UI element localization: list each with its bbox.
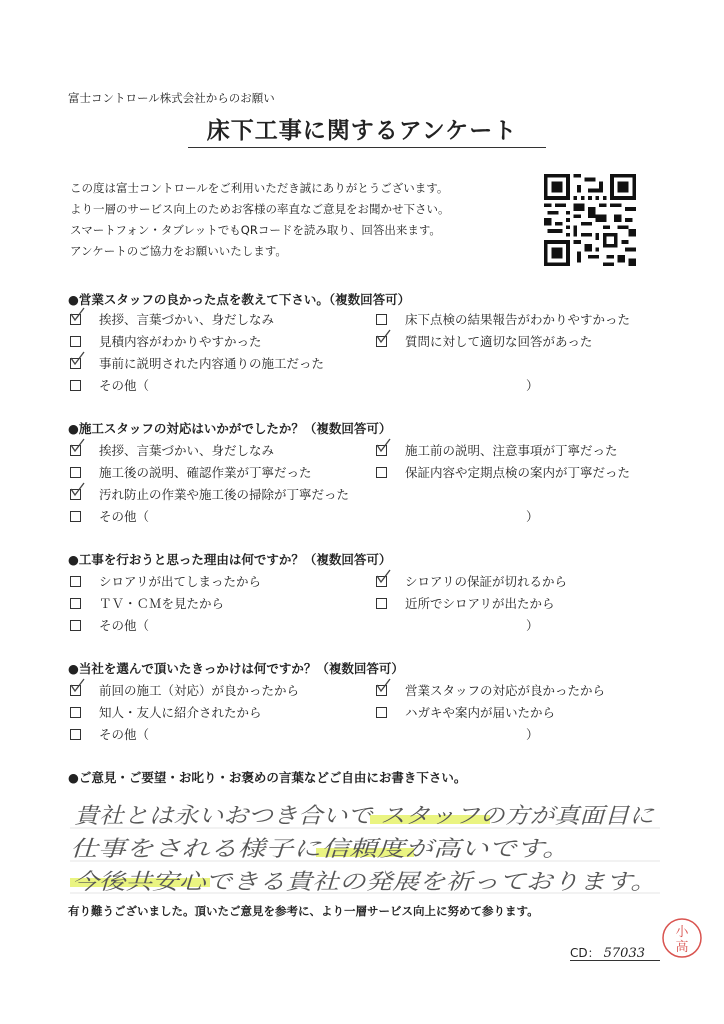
checkbox-item[interactable] <box>376 332 592 350</box>
checkbox-item-other[interactable] <box>70 376 149 394</box>
checkbox-label: その他（ <box>99 618 150 633</box>
checkbox[interactable] <box>70 314 81 325</box>
checkmark-icon <box>69 306 86 323</box>
checkbox-item[interactable] <box>70 310 274 328</box>
checkmark-icon <box>69 481 86 498</box>
checkbox-item[interactable] <box>70 332 262 350</box>
checkbox-item[interactable] <box>376 463 630 481</box>
checkbox-item[interactable] <box>376 681 605 699</box>
checkbox-item[interactable] <box>70 594 224 612</box>
other-paren-close: ） <box>526 378 539 393</box>
checkbox[interactable] <box>70 511 81 522</box>
checkbox-item[interactable] <box>376 703 555 721</box>
checkbox[interactable] <box>70 576 81 587</box>
checkbox[interactable] <box>70 445 81 456</box>
checkbox[interactable] <box>70 336 81 347</box>
checkbox-item[interactable] <box>70 572 261 590</box>
checkbox[interactable] <box>70 467 81 478</box>
checkbox[interactable] <box>70 729 81 740</box>
checkbox-item-other[interactable] <box>70 507 149 525</box>
stamp-char: 小 <box>675 925 689 940</box>
checkbox-label: 見積内容がわかりやすかった <box>99 334 262 349</box>
checkbox[interactable] <box>376 598 387 609</box>
handwritten-line: 今後共安心できる貴社の発展を祈っております。 <box>72 870 657 895</box>
checkbox-label: 知人・友人に紹介されたから <box>99 705 262 720</box>
other-paren-close: ） <box>526 509 539 524</box>
intro-line: より一層のサービス向上のためお客様の率直なご意見をお聞かせ下さい。 <box>70 202 450 216</box>
checkbox-item[interactable] <box>376 572 567 590</box>
intro-line: スマートフォン・タブレットでもQRコードを読み取り、回答出来ます。 <box>70 223 441 237</box>
section-title-reason: ●工事を行おうと思った理由は何ですか？（複数回答可） <box>68 552 392 567</box>
checkbox-label: 汚れ防止の作業や施工後の掃除が丁寧だった <box>99 487 350 502</box>
checkbox-label: 質問に対して適切な回答があった <box>405 334 593 349</box>
checkbox-label: 挨拶、言葉づかい、身だしなみ <box>99 443 275 458</box>
checkbox[interactable] <box>70 489 81 500</box>
section-title-trigger: ●当社を選んで頂いたきっかけは何ですか？（複数回答可） <box>68 661 404 676</box>
checkbox-label: その他（ <box>99 509 150 524</box>
checkbox[interactable] <box>70 358 81 369</box>
other-paren-close: ） <box>526 727 539 742</box>
checkbox[interactable] <box>376 467 387 478</box>
checkbox[interactable] <box>70 620 81 631</box>
checkbox-item[interactable] <box>70 354 324 372</box>
checkmark-icon <box>69 677 86 694</box>
checkbox-item[interactable] <box>376 441 618 459</box>
checkbox[interactable] <box>376 336 387 347</box>
checkmark-icon <box>375 677 392 694</box>
cd-value: 57033 <box>603 946 645 961</box>
cd-label: CD： <box>570 946 600 960</box>
other-paren-close: ） <box>526 618 539 633</box>
checkbox[interactable] <box>70 707 81 718</box>
checkbox-item[interactable] <box>70 703 262 721</box>
cd-code <box>570 944 645 961</box>
checkbox-label: その他（ <box>99 378 150 393</box>
checkmark-icon <box>375 328 392 345</box>
intro-text <box>70 178 450 262</box>
handwritten-line: 仕事をされる様子に信頼度が高いです。 <box>70 837 570 862</box>
page-title: 床下工事に関するアンケート <box>206 118 518 144</box>
checkbox-label: ハガキや案内が届いたから <box>405 705 556 720</box>
handwritten-comment[interactable] <box>70 793 660 903</box>
title-underline <box>188 147 546 148</box>
section-title-construction-staff: ●施工スタッフの対応はいかがでしたか？（複数回答可） <box>68 421 392 436</box>
checkbox-label: 床下点検の結果報告がわかりやすかった <box>405 312 631 327</box>
checkbox-label: 挨拶、言葉づかい、身だしなみ <box>99 312 275 327</box>
handwritten-line: 貴社とは永いおつき合いで スタッフの方が真面目に <box>74 804 656 829</box>
seal-stamp-icon <box>661 917 703 959</box>
intro-line: この度は富士コントロールをご利用いただき誠にありがとうございます。 <box>70 181 449 195</box>
checkmark-icon <box>69 437 86 454</box>
checkbox-item[interactable] <box>70 463 312 481</box>
checkbox-label: シロアリの保証が切れるから <box>405 574 568 589</box>
checkbox-label: シロアリが出てしまったから <box>99 574 262 589</box>
checkbox-label: 前回の施工（対応）が良かったから <box>99 683 300 698</box>
section-title-free-comment: ●ご意見・ご要望・お叱り・お褒めの言葉などご自由にお書き下さい。 <box>68 770 467 785</box>
checkbox[interactable] <box>376 576 387 587</box>
checkbox[interactable] <box>376 685 387 696</box>
checkmark-icon <box>69 350 86 367</box>
intro-line: アンケートのご協力をお願いいたします。 <box>70 244 287 258</box>
closing-message: 有り難うございました。頂いたご意見を参考に、より一層サービス向上に努めて参ります。 <box>68 904 539 918</box>
checkbox-label: 施工後の説明、確認作業が丁寧だった <box>99 465 312 480</box>
company-line: 富士コントロール株式会社からのお願い <box>68 91 275 105</box>
checkbox[interactable] <box>376 445 387 456</box>
checkbox[interactable] <box>70 685 81 696</box>
checkbox-item-other[interactable] <box>70 616 149 634</box>
checkbox-item[interactable] <box>376 310 630 328</box>
checkmark-icon <box>375 568 392 585</box>
checkbox-label: 施工前の説明、注意事項が丁寧だった <box>405 443 618 458</box>
checkbox[interactable] <box>70 380 81 391</box>
checkmark-icon <box>375 437 392 454</box>
checkbox[interactable] <box>70 598 81 609</box>
checkbox-item[interactable] <box>70 485 349 503</box>
checkbox-label: 保証内容や定期点検の案内が丁寧だった <box>405 465 631 480</box>
checkbox-label: その他（ <box>99 727 150 742</box>
stamp-char: 高 <box>675 940 689 955</box>
checkbox-item-other[interactable] <box>70 725 149 743</box>
checkbox[interactable] <box>376 314 387 325</box>
checkbox-item[interactable] <box>70 441 274 459</box>
cd-underline <box>570 960 660 961</box>
checkbox[interactable] <box>376 707 387 718</box>
checkbox-label: 近所でシロアリが出たから <box>405 596 555 611</box>
checkbox-item[interactable] <box>70 681 299 699</box>
qr-code-icon <box>544 174 636 266</box>
section-title-sales-staff: ●営業スタッフの良かった点を教えて下さい。（複数回答可） <box>68 292 411 307</box>
checkbox-label: 事前に説明された内容通りの施工だった <box>99 356 325 371</box>
checkbox-item[interactable] <box>376 594 555 612</box>
checkbox-label: ＴＶ・ＣＭを見たから <box>99 596 225 611</box>
checkbox-label: 営業スタッフの対応が良かったから <box>405 683 606 698</box>
